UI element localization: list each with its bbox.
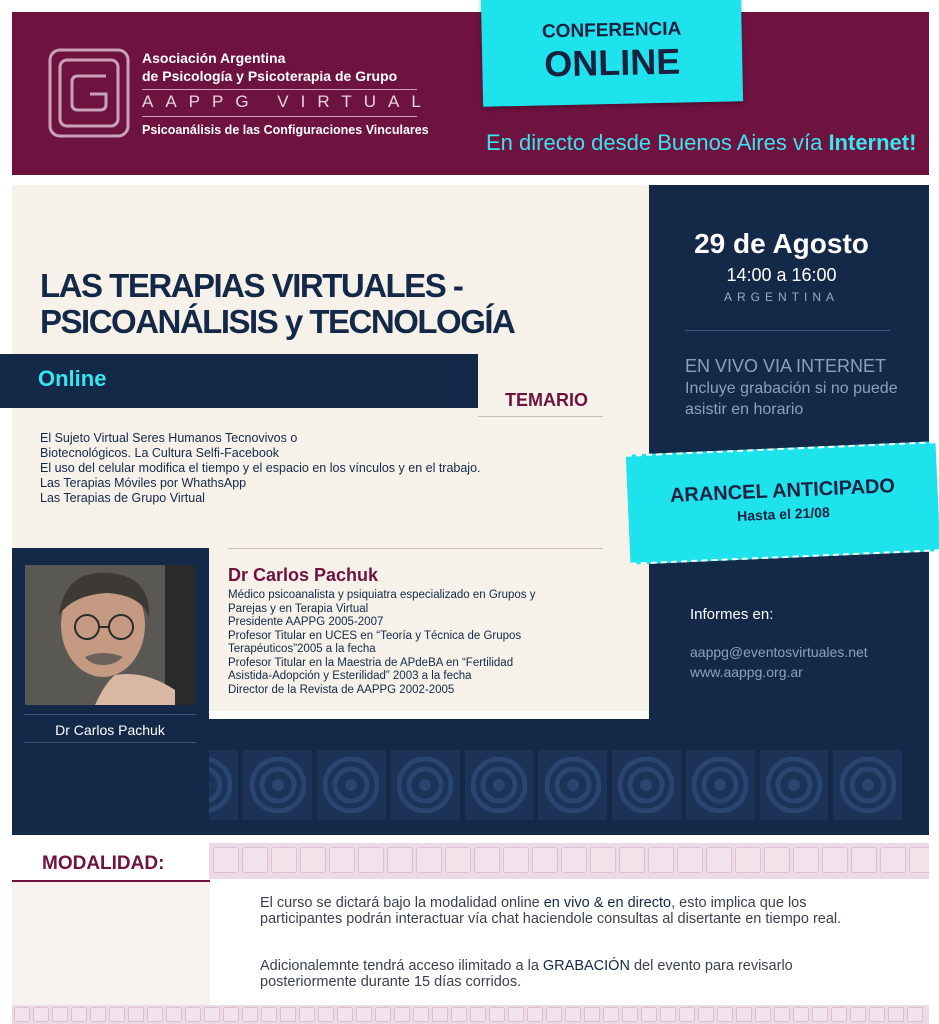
- target-pattern-icon: [686, 750, 755, 820]
- target-pattern-icon: [760, 750, 829, 820]
- org-name-line1: Asociación Argentina: [142, 50, 286, 66]
- event-date: 29 de Agosto: [694, 228, 869, 259]
- temario-divider: [478, 416, 603, 417]
- temario-heading: TEMARIO: [505, 390, 588, 410]
- org-divider: [142, 89, 417, 90]
- bio-line: Terapéuticos”2005 a la fecha: [228, 643, 376, 655]
- course-title-line2: PSICOANÁLISIS y TECNOLOGÍA: [40, 303, 515, 340]
- pattern-band-stripe: [209, 711, 649, 719]
- bio-line: Presidente AAPPG 2005-2007: [228, 616, 384, 628]
- footer-pattern-strip: [12, 1005, 929, 1024]
- caption-divider: [24, 742, 196, 743]
- org-divider: [142, 116, 417, 117]
- contact-email[interactable]: aappg@eventosvirtuales.net: [690, 644, 868, 660]
- modalidad-side-panel: [12, 882, 210, 1005]
- bio-line: Médico psicoanalista y psiquiatra especializado en Grupos y: [228, 589, 536, 601]
- speaker-name: Dr Carlos Pachuk: [228, 565, 379, 585]
- speaker-photo: [25, 565, 195, 705]
- target-pattern-icon: [465, 750, 534, 820]
- org-name-line2: de Psicología y Psicoterapia de Grupo: [142, 68, 398, 84]
- panel-divider: [685, 330, 890, 331]
- arancel-badge: [626, 441, 939, 564]
- event-country: ARGENTINA: [723, 290, 839, 304]
- online-label: ONLINE: [543, 40, 681, 85]
- header-banner: [12, 12, 929, 175]
- modalidad-pattern-strip: [209, 843, 929, 879]
- event-time: 14:00 a 16:00: [726, 265, 837, 285]
- modalidad-heading: MODALIDAD:: [42, 853, 165, 874]
- target-pattern-icon: [538, 750, 607, 820]
- topic-item: Las Terapias de Grupo Virtual: [40, 491, 205, 505]
- arancel-title: ARANCEL ANTICIPADO: [669, 475, 896, 507]
- bio-line: Asistida-Adopción y Esterilidad” 2003 a la fecha: [228, 670, 472, 682]
- conference-online-badge: [481, 0, 743, 107]
- photo-caption: Dr Carlos Pachuk: [55, 722, 165, 738]
- live-tagline: En directo desde Buenos Aires vía Internet!: [486, 130, 917, 155]
- live-internet-title: EN VIVO VIA INTERNET: [685, 356, 887, 376]
- informes-label: Informes en:: [690, 606, 774, 623]
- topic-item: El uso del celular modifica el tiempo y el espacio en los vínculos y en el trabajo.: [40, 461, 481, 475]
- modalidad-paragraph-2: Adicionalemnte tendrá acceso ilimitado a la GRABACIÓN del evento para revisarlo posteriormente durante 15 días corridos.: [260, 958, 793, 990]
- target-pattern-icon: [612, 750, 681, 820]
- course-title-line1: LAS TERAPIAS VIRTUALES -: [40, 267, 463, 304]
- bio-line: Profesor Titular en la Maestria de APdeBA en “Fertilidad: [228, 656, 514, 669]
- bio-line: Parejas y en Terapia Virtual: [228, 602, 369, 615]
- org-subtitle: Psicoanálisis de las Configuraciones Vinculares: [142, 123, 429, 137]
- bio-divider: [228, 548, 603, 549]
- speaker-bio: [228, 589, 608, 697]
- bio-line: Profesor Titular en UCES en “Teoría y Técnica de Grupos: [228, 629, 522, 642]
- caption-divider: [24, 714, 196, 715]
- topic-item: Las Terapias Móviles por WhathsApp: [40, 476, 247, 490]
- target-pattern-icon: [391, 750, 460, 820]
- target-pattern-icon: [833, 750, 902, 820]
- bio-line: Director de la Revista de AAPPG 2002-2005: [228, 683, 455, 696]
- contact-website[interactable]: www.aappg.org.ar: [690, 664, 803, 680]
- topic-item: Biotecnológicos. La Cultura Selfi-Facebook: [40, 446, 280, 460]
- aappg-logo: [48, 48, 130, 138]
- format-label: Online: [38, 366, 107, 391]
- conference-label: CONFERENCIA: [541, 18, 682, 43]
- topic-list: [40, 431, 560, 506]
- target-pattern-icon: [317, 750, 386, 820]
- org-virtual-label: AAPPG VIRTUAL: [142, 92, 433, 111]
- course-title: [40, 268, 514, 340]
- topic-item: El Sujeto Virtual Seres Humanos Tecnovivos o: [40, 431, 298, 445]
- live-internet-note: Incluye grabación si no puede asistir en horario: [685, 380, 898, 418]
- modalidad-paragraph-1: El curso se dictará bajo la modalidad online en vivo & en directo, esto implica que los participantes podrán interactuar vía chat haciendole consultas al disertante en tiempo real.: [260, 895, 842, 927]
- modalidad-underline: [12, 880, 210, 882]
- arancel-deadline: Hasta el 21/08: [736, 503, 831, 525]
- format-bar: [0, 354, 478, 408]
- target-pattern-icon: [243, 750, 312, 820]
